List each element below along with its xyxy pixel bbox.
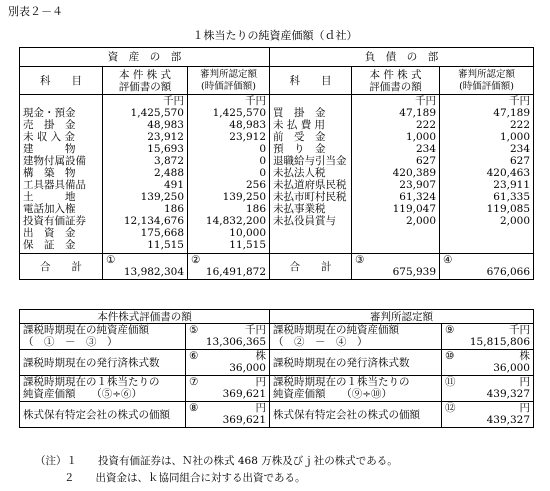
asset-eval-value: 15,693 [147,143,184,155]
liability-subject: 預 り 金 [273,143,326,155]
row-value: 15,815,806 [469,336,530,348]
assets-unit-trib: 千円 [245,95,267,107]
liab-eval-list [352,95,440,254]
liab-total-eval [352,254,440,280]
specified-company-label: 株式保有特定会社の株式の価額 [270,402,442,428]
liab-col-tribunal [440,67,534,95]
liab-trib-list [440,95,534,254]
row-value: 369,621 [222,414,266,426]
asset-eval-value: 23,912 [147,131,184,143]
asset-trib-value: 186 [245,203,267,215]
per-share-label [20,376,186,402]
circled-mark: ① [106,254,116,266]
asset-subject: 土 地 [23,191,76,203]
net-asset-value [442,324,534,350]
liability-trib-value: 119,085 [486,203,531,215]
row-label-line2: 純資産価額 （⑤÷⑥） [23,388,143,400]
net-asset-label [270,324,442,350]
liability-eval-value: 23,907 [399,179,437,191]
shares-label: 課税時期現在の発行済株式数 [20,350,186,376]
liability-eval-value: 627 [415,155,437,167]
shares-value [186,350,270,376]
liability-subject: 未払道府県民税 [273,179,347,191]
row-label-line2: 純資産価額 （⑨÷⑩） [273,388,393,400]
liability-eval-value: 420,389 [392,167,437,179]
circled-mark: ⑧ [189,402,199,414]
shares-label: 課税時期現在の発行済株式数 [270,350,442,376]
asset-trib-value: 0 [259,143,267,155]
asset-trib-value: 139,250 [222,191,267,203]
asset-eval-value: 12,134,676 [123,215,184,227]
unit-label: 株 [255,350,266,362]
per-share-table [19,309,534,428]
row-label-line2: （ ① － ③ ） [23,336,118,348]
assets-total-trib [188,254,270,280]
liab-col-subject: 科 目 [270,67,352,95]
liability-trib-value: 61,335 [493,191,531,203]
assets-total-label: 合 計 [20,254,103,280]
per-share-value [186,376,270,402]
liab-col-eval-line1: 本 件 株 式 [369,68,422,81]
liability-subject: 未払法人税 [273,167,326,179]
net-asset-value [186,324,270,350]
asset-eval-value: 491 [163,179,184,191]
asset-trib-value: 0 [259,155,267,167]
liability-subject: 退職給与引当金 [273,155,347,167]
circled-mark: ⑤ [189,324,199,336]
asset-trib-value: 256 [245,179,267,191]
specified-company-label: 株式保有特定会社の株式の価額 [20,402,186,428]
row-label-line1: 課税時期現在の１株当たりの [273,376,410,388]
liability-eval-value: 1,000 [405,131,437,143]
liability-subject: 買 掛 金 [273,107,326,119]
unit-label: 円 [255,402,266,414]
assets-col-tribunal [188,67,270,95]
row-value: 36,000 [229,362,266,374]
assets-unit-eval: 千円 [163,95,184,107]
asset-eval-value: 2,488 [153,167,184,179]
unit-label: 株 [519,350,530,362]
asset-eval-value: 3,872 [153,155,184,167]
liab-col-eval-line2: 評価書の額 [369,80,422,93]
asset-subject: 建物付属設備 [23,155,86,167]
liability-trib-value: 47,189 [493,107,531,119]
unit-label: 円 [519,376,530,388]
asset-eval-value: 139,250 [140,191,184,203]
note-2 [64,470,306,485]
circled-mark: ⑨ [445,324,455,336]
liability-subject: 未払市町村民税 [273,191,347,203]
liab-total-trib [440,254,534,280]
asset-trib-value: 1,425,570 [212,107,267,119]
asset-trib-value: 0 [259,167,267,179]
assets-col-eval-line2: 評価書の額 [118,80,172,93]
circled-mark: ⑪ [445,376,456,388]
asset-eval-value: 186 [163,203,184,215]
assets-total-eval [103,254,188,280]
assets-trib-list [188,95,270,254]
liability-trib-value: 234 [509,143,531,155]
asset-subject: 出 資 金 [23,227,76,239]
asset-subject: 工具器具備品 [23,179,86,191]
asset-subject: 構 築 物 [23,167,76,179]
assets-liabilities-table [19,47,534,280]
row-label-line2: （ ② － ④ ） [273,336,368,348]
asset-eval-value: 48,983 [147,119,184,131]
row-value: 36,000 [493,362,530,374]
liab-col-tribunal-line1: 審判所認定額 [458,68,516,80]
shares-value [442,350,534,376]
row-label-line1: 課税時期現在の純資産価額 [273,324,399,336]
liability-eval-value: 234 [415,143,437,155]
note-prefix: （注）１ [35,455,77,467]
liabilities-section-title: 負 債 の 部 [270,48,534,67]
asset-subject: 現金・預金 [23,107,76,119]
asset-eval-value: 1,425,570 [130,107,184,119]
row-value: 439,327 [486,414,530,426]
liability-subject: 未 払 費 用 [273,119,326,131]
circled-mark: ⑩ [445,350,455,362]
assets-col-eval [103,67,188,95]
bottom-right-title: 審判所認定額 [270,310,534,324]
assets-section-title: 資 産 の 部 [20,48,270,67]
page-title: １株当たりの純資産価額（ｄ社） [192,29,358,42]
circled-mark: ⑫ [445,402,456,414]
liability-eval-value: 61,324 [399,191,437,203]
circled-mark: ③ [355,254,365,266]
liability-trib-value: 420,463 [486,167,531,179]
asset-subject: 電話加入権 [23,203,76,215]
specified-company-value [186,402,270,428]
asset-subject: 売 掛 金 [23,119,76,131]
unit-label: 円 [519,402,530,414]
liability-eval-value: 47,189 [399,107,437,119]
liability-trib-value: 222 [509,119,531,131]
liability-eval-value: 119,047 [392,203,437,215]
liab-subject-list [270,95,352,254]
asset-eval-value: 11,515 [147,239,184,251]
note-text: 出資金は、ｋ協同組合に対する出資である。 [95,472,306,484]
asset-trib-value: 23,912 [229,131,267,143]
total-value: 676,066 [486,266,531,278]
total-value: 16,491,872 [205,266,267,278]
assets-col-tribunal-line2: (時価評価額) [201,80,256,92]
liability-trib-value: 2,000 [499,215,531,227]
total-value: 675,939 [392,266,437,278]
liability-subject: 前 受 金 [273,131,326,143]
asset-subject: 保 証 金 [23,239,76,251]
row-value: 369,621 [222,388,266,400]
specified-company-value [442,402,534,428]
circled-mark: ④ [443,254,453,266]
circled-mark: ⑥ [189,350,199,362]
unit-label: 千円 [509,324,530,336]
assets-col-tribunal-line1: 審判所認定額 [200,68,258,80]
row-value: 13,306,365 [205,336,266,348]
note-prefix: ２ [64,472,75,484]
unit-label: 円 [255,376,266,388]
assets-eval-list [103,95,188,254]
note-1 [35,453,398,468]
asset-trib-value: 48,983 [229,119,267,131]
circled-mark: ② [191,254,201,266]
liab-col-tribunal-line2: (時価評価額) [459,80,514,92]
net-asset-label [20,324,186,350]
unit-label: 千円 [245,324,266,336]
asset-subject: 投資有価証券 [23,215,86,227]
liab-col-eval [352,67,440,95]
note-text: 投資有価証券は、Ｎ社の株式 468 万株及びｊ社の株式である。 [98,455,398,467]
per-share-label [270,376,442,402]
asset-subject: 建 物 [23,143,76,155]
asset-trib-value: 11,515 [229,239,267,251]
per-share-value [442,376,534,402]
assets-subject-list [20,95,103,254]
total-value: 13,982,304 [123,266,184,278]
liab-total-label: 合 計 [270,254,352,280]
asset-trib-value: 14,832,200 [205,215,267,227]
assets-col-subject: 科 目 [20,67,103,95]
row-label-line1: 課税時期現在の１株当たりの [23,376,160,388]
row-label-line1: 課税時期現在の純資産価額 [23,324,149,336]
asset-trib-value: 10,000 [229,227,267,239]
asset-subject: 未 収 入 金 [23,131,76,143]
liability-trib-value: 23,911 [493,179,531,191]
liability-subject: 未払役員賞与 [273,215,337,227]
asset-eval-value: 175,668 [140,227,184,239]
liab-unit-eval: 千円 [415,95,437,107]
table-label: 別表２－４ [8,5,63,18]
liability-subject: 未払事業税 [273,203,326,215]
circled-mark: ⑦ [189,376,199,388]
assets-col-eval-line1: 本 件 株 式 [118,68,171,81]
liability-trib-value: 1,000 [499,131,531,143]
liab-unit-trib: 千円 [509,95,531,107]
row-value: 439,327 [486,388,530,400]
liability-trib-value: 627 [509,155,531,167]
liability-eval-value: 222 [415,119,437,131]
liability-eval-value: 2,000 [405,215,437,227]
bottom-left-title: 本件株式評価書の額 [20,310,270,324]
